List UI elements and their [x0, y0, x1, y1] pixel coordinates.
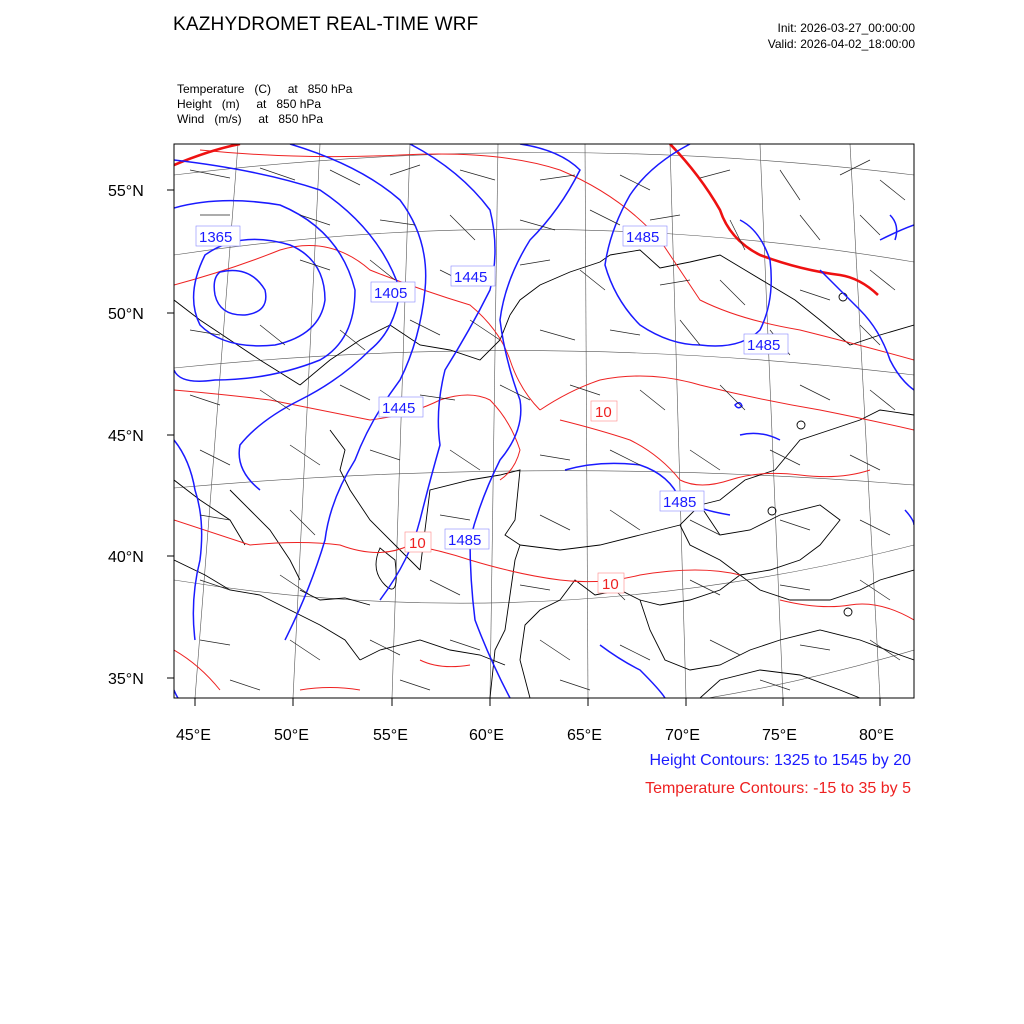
- lon-tick-label: 60°E: [469, 727, 504, 744]
- map-title: KAZHYDROMET REAL-TIME WRF: [173, 14, 479, 35]
- lon-tick-label: 65°E: [567, 727, 602, 744]
- height-label: 1485: [663, 494, 697, 511]
- height-contour-labels: [196, 226, 788, 549]
- lon-tick-label: 70°E: [665, 727, 700, 744]
- field-wind: Wind (m/s) at 850 hPa: [177, 112, 324, 126]
- height-label: 1485: [626, 229, 660, 246]
- lon-tick-label: 80°E: [859, 727, 894, 744]
- map-layers: [174, 144, 914, 721]
- temperature-label: 10: [409, 535, 426, 552]
- height-label: 1485: [747, 337, 781, 354]
- temperature-contour-legend: Temperature Contours: -15 to 35 by 5: [645, 780, 911, 797]
- temperature-label: 10: [602, 576, 619, 593]
- lon-tick-label: 50°E: [274, 727, 309, 744]
- lon-tick-label: 55°E: [373, 727, 408, 744]
- height-label: 1485: [448, 532, 482, 549]
- temperature-contours: [174, 150, 914, 690]
- height-label: 1445: [382, 400, 416, 417]
- lat-tick-label: 45°N: [108, 428, 144, 445]
- height-label: 1445: [454, 269, 488, 286]
- height-label: 1365: [199, 229, 233, 246]
- lat-tick-label: 40°N: [108, 549, 144, 566]
- latitude-axis: [108, 183, 174, 688]
- lon-tick-label: 75°E: [762, 727, 797, 744]
- height-label: 1405: [374, 285, 408, 302]
- init-time: Init: 2026-03-27_00:00:00: [777, 21, 915, 35]
- lat-tick-label: 55°N: [108, 183, 144, 200]
- temperature-contour-bold: [174, 144, 878, 295]
- valid-time: Valid: 2026-04-02_18:00:00: [767, 37, 915, 51]
- lon-tick-label: 45°E: [176, 727, 211, 744]
- boundaries: [174, 250, 914, 698]
- lat-tick-label: 35°N: [108, 671, 144, 688]
- field-temperature: Temperature (C) at 850 hPa: [177, 82, 353, 96]
- height-contour-legend: Height Contours: 1325 to 1545 by 20: [649, 752, 911, 769]
- field-height: Height (m) at 850 hPa: [177, 97, 322, 111]
- lat-tick-label: 50°N: [108, 306, 144, 323]
- temperature-label: 10: [595, 404, 612, 421]
- longitude-axis: [176, 698, 894, 744]
